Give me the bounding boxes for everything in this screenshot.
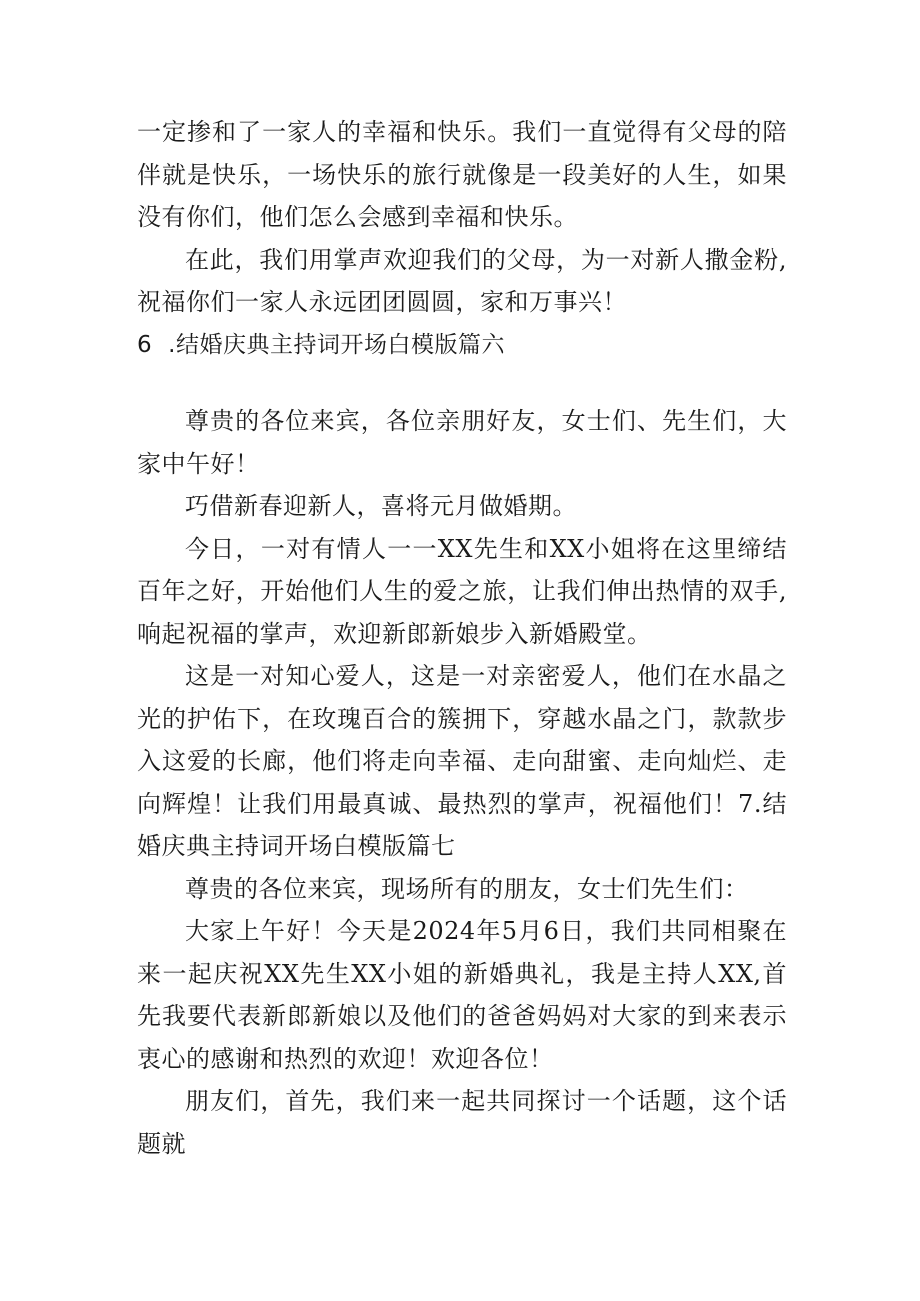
document-body bbox=[137, 111, 787, 1165]
section-heading-6 bbox=[137, 324, 787, 367]
paragraph: 大家上午好！今天是2024年5月6日，我们共同相聚在来一起庆祝XX先生XX小姐的新婚典礼，我是主持人XX,首先我要代表新郎新娘以及他们的爸爸妈妈对大家的到来表示衷心的感谢和热烈的欢迎！欢迎各位！ bbox=[137, 917, 787, 1073]
paragraph: 今日，一对有情人一一XX先生和XX小姐将在这里缔结百年之好，开始他们人生的爱之旅，让我们伸出热情的双手,响起祝福的掌声，欢迎新郎新娘步入新婚殿堂。 bbox=[137, 534, 787, 648]
paragraph: 朋友们，首先，我们来一起共同探讨一个话题，这个话题就 bbox=[137, 1087, 787, 1158]
paragraph: 在此，我们用掌声欢迎我们的父母，为一对新人撒金粉,祝福你们一家人永远团团圆圆，家和万事兴！ bbox=[137, 245, 787, 316]
paragraph: 尊贵的各位来宾，各位亲朋好友，女士们、先生们，大家中午好！ bbox=[137, 407, 787, 478]
paragraph-continuation: 一定掺和了一家人的幸福和快乐。我们一直觉得有父母的陪伴就是快乐，一场快乐的旅行就像是一段美好的人生，如果没有你们，他们怎么会感到幸福和快乐。 bbox=[137, 118, 787, 231]
section-title: .结婚庆典主持词开场白模版篇六 bbox=[168, 331, 505, 358]
paragraph: 巧借新春迎新人，喜将元月做婚期。 bbox=[185, 492, 577, 520]
section-number: 6 bbox=[137, 331, 153, 358]
paragraph: 这是一对知心爱人，这是一对亲密爱人，他们在水晶之光的护佑下，在玫瑰百合的簇拥下，穿越水晶之门，款款步入这爱的长廊，他们将走向幸福、走向甜蜜、走向灿烂、走向辉煌！让我们用最真诚、最热烈的掌声，祝福他们！7.结婚庆典主持词开场白模版篇七 bbox=[137, 662, 787, 860]
paragraph: 尊贵的各位来宾，现场所有的朋友，女士们先生们： bbox=[185, 874, 749, 903]
